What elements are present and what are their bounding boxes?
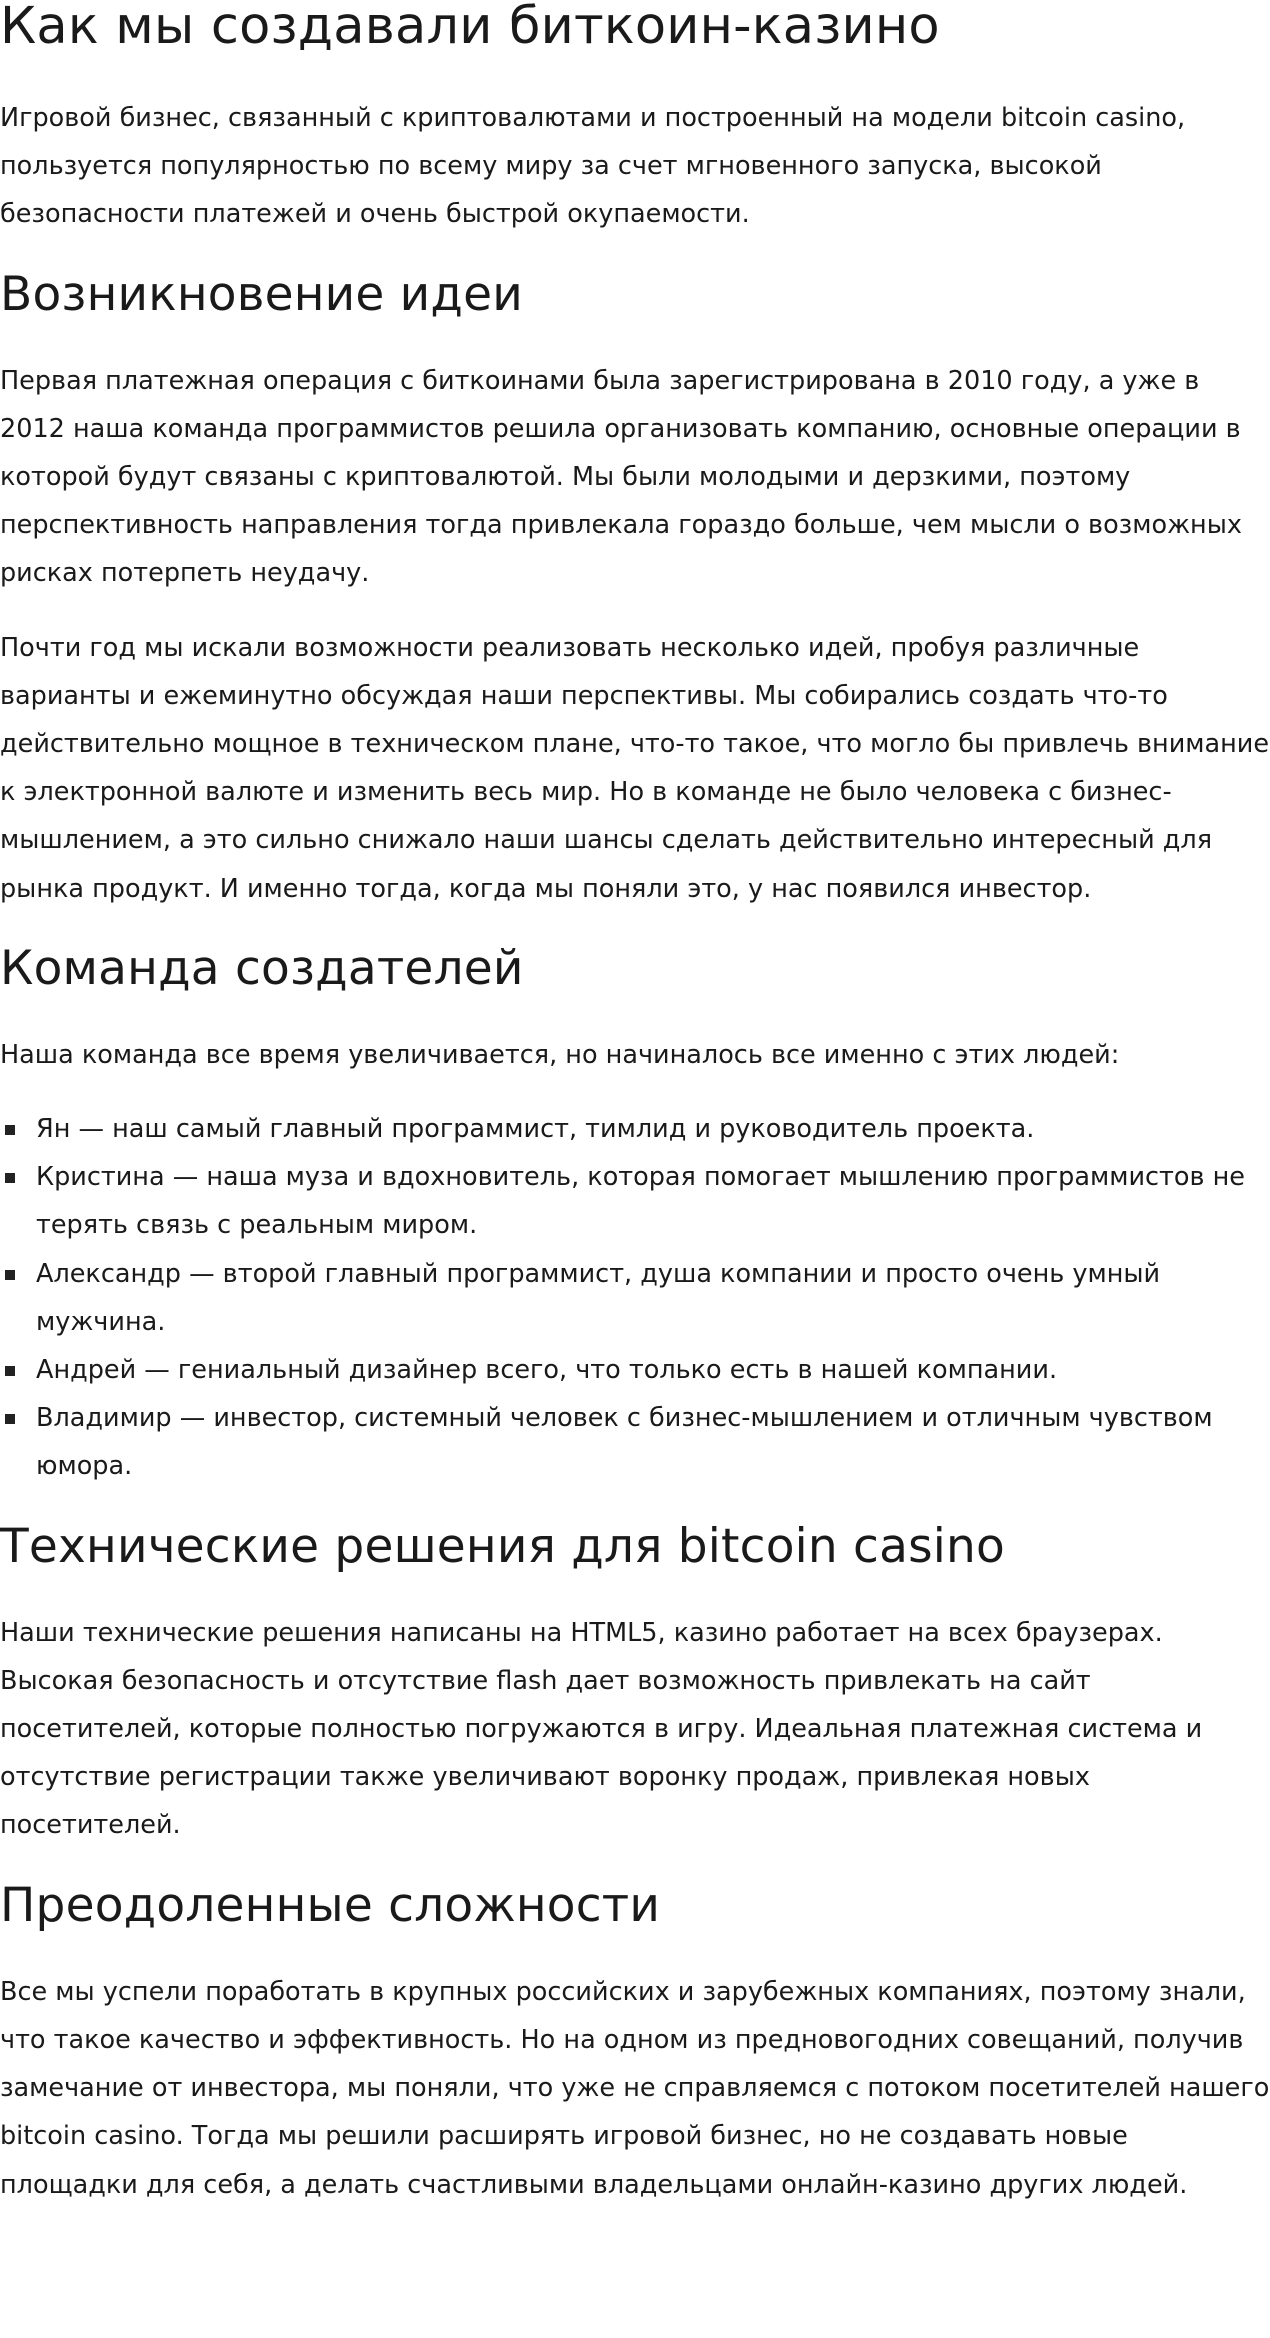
page-title: Как мы создавали биткоин-казино — [0, 0, 940, 56]
list-item — [0, 1250, 1270, 1346]
section-paragraph: Наша команда все время увеличивается, но начиналось все именно с этих людей: — [0, 1039, 1120, 1070]
list-item-text: Андрей — гениальный дизайнер всего, что только есть в нашей компании. — [36, 1355, 1058, 1386]
section-paragraph: Первая платежная операция с биткоинами была зарегистрирована в 2010 году, а уже в 2012 наша команда программистов решила организовать компанию, основные операции в которой будут связаны с криптовалютой. Мы были молодыми и дерзкими, поэтому перспективность направления тогда привлекала гораздо больше, чем мысли о возможных рисках потерпеть неудачу. — [0, 365, 1242, 589]
section-heading: Преодоленные сложности — [0, 1877, 661, 1933]
bullet-icon — [5, 1270, 15, 1280]
list-item — [0, 1153, 1270, 1249]
list-item-text: Владимир — инвестор, системный человек с бизнес-мышлением и отличным чувством юмора. — [36, 1403, 1213, 1482]
section-idea — [0, 265, 1270, 913]
section-difficulties — [0, 1876, 1270, 2209]
list-item — [0, 1105, 1270, 1153]
list-item-text: Кристина — наша муза и вдохновитель, которая помогает мышлению программистов не терять связь с реальным миром. — [36, 1162, 1245, 1241]
bullet-icon — [5, 1125, 15, 1135]
list-item-text: Ян — наш самый главный программист, тимлид и руководитель проекта. — [36, 1114, 1035, 1145]
section-paragraph: Наши технические решения написаны на HTML5, казино работает на всех браузерах. Высокая безопасность и отсутствие flash дает возможность привлекать на сайт посетителей, которые полностью погружаются в игру. Идеальная платежная система и отсутствие регистрации также увеличивают воронку продаж, привлекая новых посетителей. — [0, 1617, 1203, 1841]
section-heading: Технические решения для bitcoin casino — [0, 1518, 1005, 1574]
bullet-icon — [5, 1173, 15, 1183]
list-item-text: Александр — второй главный программист, душа компании и просто очень умный мужчина. — [36, 1258, 1161, 1337]
intro-paragraph: Игровой бизнес, связанный с криптовалютами и построенный на модели bitcoin casino, пользуется популярностью по всему миру за счет мгновенного запуска, высокой безопасности платежей и очень быстрой окупаемости. — [0, 103, 1186, 230]
bullet-icon — [5, 1414, 15, 1424]
section-heading: Возникновение идеи — [0, 266, 523, 322]
section-tech — [0, 1517, 1270, 1850]
bullet-icon — [5, 1366, 15, 1376]
section-paragraph: Почти год мы искали возможности реализовать несколько идей, пробуя различные варианты и ежеминутно обсуждая наши перспективы. Мы собирались создать что-то действительно мощное в техническом плане, что-то такое, что могло бы привлечь внимание к электронной валюте и изменить весь мир. Но в команде не было человека с бизнес-мышлением, а это сильно снижало наши шансы сделать действительно интересный для рынка продукт. И именно тогда, когда мы поняли это, у нас появился инвестор. — [0, 632, 1270, 904]
list-item — [0, 1346, 1270, 1394]
section-team — [0, 939, 1270, 1491]
section-paragraph: Все мы успели поработать в крупных российских и зарубежных компаниях, поэтому знали, что такое качество и эффективность. Но на одном из предновогодних совещаний, получив замечание от инвестора, мы поняли, что уже не справляемся с потоком посетителей нашего bitcoin casino. Тогда мы решили расширять игровой бизнес, но не создавать новые площадки для себя, а делать счастливыми владельцами онлайн-казино других людей. — [0, 1976, 1270, 2200]
team-list — [0, 1105, 1270, 1491]
section-heading: Команда создателей — [0, 940, 524, 996]
list-item — [0, 1394, 1270, 1490]
